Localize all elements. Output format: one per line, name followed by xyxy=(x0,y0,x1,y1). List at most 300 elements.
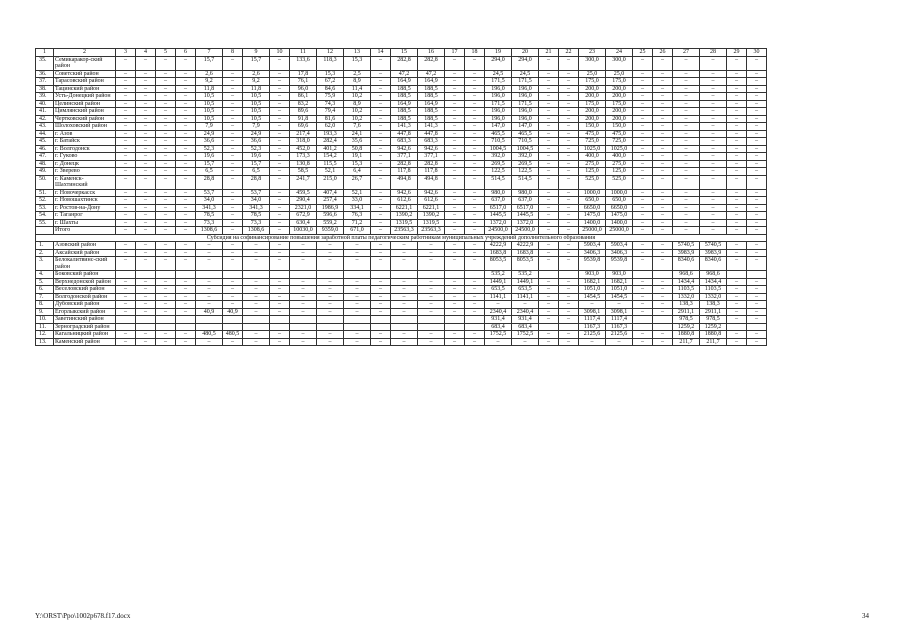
value-cell: – xyxy=(136,145,156,153)
value-cell: – xyxy=(559,78,579,86)
value-cell: 79,4 xyxy=(317,108,344,116)
value-cell: – xyxy=(445,123,465,131)
value-cell: – xyxy=(136,219,156,227)
value-cell: 6,5 xyxy=(243,168,270,176)
value-cell: 10,5 xyxy=(243,93,270,101)
value-cell: – xyxy=(653,197,673,205)
table-row xyxy=(36,308,767,316)
value-cell: – xyxy=(116,308,136,316)
table-row xyxy=(36,286,767,294)
territory-name-cell: Целинский район xyxy=(54,100,116,108)
value-cell: – xyxy=(559,278,579,286)
territory-name-cell: Каменский район xyxy=(54,338,116,346)
value-cell: – xyxy=(223,70,243,78)
value-cell: 241,7 xyxy=(290,175,317,189)
value-cell: – xyxy=(700,212,727,220)
value-cell xyxy=(391,323,418,331)
value-cell: – xyxy=(653,331,673,339)
value-cell: – xyxy=(465,78,485,86)
value-cell: – xyxy=(116,138,136,146)
value-cell xyxy=(270,323,290,331)
value-cell: – xyxy=(633,257,653,271)
value-cell: – xyxy=(747,316,767,324)
value-cell: – xyxy=(176,108,196,116)
value-cell: 1449,1 xyxy=(485,278,512,286)
value-cell: – xyxy=(747,70,767,78)
value-cell: – xyxy=(559,219,579,227)
table-row xyxy=(36,257,767,271)
value-cell: – xyxy=(391,308,418,316)
table-row xyxy=(36,323,767,331)
value-cell: 10,5 xyxy=(196,93,223,101)
value-cell: – xyxy=(223,242,243,250)
value-cell: – xyxy=(559,331,579,339)
value-cell: – xyxy=(727,175,747,189)
table-row xyxy=(36,93,767,101)
value-cell: – xyxy=(559,301,579,309)
value-cell xyxy=(290,316,317,324)
value-cell: – xyxy=(727,145,747,153)
value-cell: – xyxy=(465,100,485,108)
value-cell: – xyxy=(539,70,559,78)
value-cell xyxy=(196,323,223,331)
value-cell: – xyxy=(539,257,559,271)
value-cell: – xyxy=(465,85,485,93)
value-cell: – xyxy=(727,249,747,257)
value-cell: – xyxy=(136,70,156,78)
value-cell: – xyxy=(633,100,653,108)
value-cell: – xyxy=(700,78,727,86)
value-cell: 612,6 xyxy=(391,197,418,205)
value-cell: – xyxy=(559,153,579,161)
value-cell: 10,5 xyxy=(243,115,270,123)
territory-name-cell: Тарасовский район xyxy=(54,78,116,86)
table-row xyxy=(36,168,767,176)
value-cell xyxy=(747,323,767,331)
value-cell: 1117,4 xyxy=(606,316,633,324)
value-cell: – xyxy=(653,301,673,309)
value-cell: – xyxy=(116,78,136,86)
value-cell: – xyxy=(176,85,196,93)
value-cell: 612,6 xyxy=(418,197,445,205)
value-cell: – xyxy=(156,331,176,339)
value-cell: 86,1 xyxy=(290,93,317,101)
value-cell: – xyxy=(673,78,700,86)
value-cell: – xyxy=(673,160,700,168)
value-cell: – xyxy=(116,293,136,301)
value-cell: – xyxy=(156,175,176,189)
value-cell: 6,4 xyxy=(344,168,371,176)
value-cell: 52,3 xyxy=(196,145,223,153)
column-number-cell: 1 xyxy=(36,49,54,57)
value-cell: 1025,0 xyxy=(579,145,606,153)
value-cell: – xyxy=(727,123,747,131)
value-cell: 1319,5 xyxy=(391,219,418,227)
value-cell: 5903,4 xyxy=(579,242,606,250)
value-cell: – xyxy=(673,204,700,212)
value-cell: – xyxy=(243,278,270,286)
value-cell: – xyxy=(673,108,700,116)
value-cell: – xyxy=(116,278,136,286)
value-cell: – xyxy=(156,227,176,235)
value-cell: – xyxy=(747,123,767,131)
column-number-cell: 21 xyxy=(539,49,559,57)
value-cell: 1449,1 xyxy=(512,278,539,286)
value-cell: – xyxy=(727,153,747,161)
table-row xyxy=(36,130,767,138)
value-cell: – xyxy=(465,286,485,294)
value-cell: 318,0 xyxy=(290,138,317,146)
value-cell: – xyxy=(344,257,371,271)
value-cell: – xyxy=(747,257,767,271)
value-cell xyxy=(136,316,156,324)
territory-name-cell: г. Донецк xyxy=(54,160,116,168)
value-cell: – xyxy=(539,278,559,286)
value-cell: 76,1 xyxy=(290,78,317,86)
value-cell: – xyxy=(653,338,673,346)
value-cell: – xyxy=(371,160,391,168)
value-cell: 62,0 xyxy=(317,123,344,131)
value-cell: – xyxy=(156,197,176,205)
value-cell: – xyxy=(700,130,727,138)
value-cell: 211,7 xyxy=(673,338,700,346)
value-cell: – xyxy=(418,301,445,309)
value-cell: 125,0 xyxy=(579,168,606,176)
value-cell: – xyxy=(156,204,176,212)
value-cell: – xyxy=(700,93,727,101)
value-cell: 10,5 xyxy=(196,100,223,108)
value-cell: – xyxy=(136,130,156,138)
value-cell: – xyxy=(371,197,391,205)
value-cell: – xyxy=(445,85,465,93)
column-number-cell: 12 xyxy=(317,49,344,57)
value-cell: – xyxy=(270,56,290,70)
value-cell xyxy=(391,316,418,324)
value-cell: – xyxy=(136,278,156,286)
row-number-cell: 8. xyxy=(36,301,54,309)
value-cell: 10,2 xyxy=(344,115,371,123)
value-cell: – xyxy=(465,249,485,257)
column-number-cell: 22 xyxy=(559,49,579,57)
value-cell: 36,6 xyxy=(196,138,223,146)
value-cell: – xyxy=(747,168,767,176)
value-cell: – xyxy=(270,160,290,168)
value-cell: – xyxy=(747,130,767,138)
value-cell: 11,4 xyxy=(344,85,371,93)
value-cell: 1475,0 xyxy=(579,212,606,220)
value-cell: – xyxy=(747,115,767,123)
value-cell: – xyxy=(673,175,700,189)
value-cell: – xyxy=(371,212,391,220)
value-cell xyxy=(136,271,156,279)
value-cell: – xyxy=(317,286,344,294)
value-cell: 53,7 xyxy=(196,189,223,197)
value-cell: – xyxy=(243,242,270,250)
value-cell: 4222,9 xyxy=(485,242,512,250)
value-cell: – xyxy=(176,301,196,309)
territory-name-cell: Аксайский район xyxy=(54,249,116,257)
value-cell: – xyxy=(223,204,243,212)
value-cell: – xyxy=(465,130,485,138)
value-cell: – xyxy=(465,227,485,235)
page-number: 34 xyxy=(862,612,869,620)
value-cell: – xyxy=(465,153,485,161)
value-cell xyxy=(418,316,445,324)
value-cell: – xyxy=(633,108,653,116)
value-cell: – xyxy=(223,338,243,346)
value-cell: 17,8 xyxy=(290,70,317,78)
value-cell: – xyxy=(176,56,196,70)
value-cell: – xyxy=(156,160,176,168)
value-cell: 24500,0 xyxy=(485,227,512,235)
value-cell: – xyxy=(371,242,391,250)
value-cell: – xyxy=(633,219,653,227)
row-number-cell: 7. xyxy=(36,293,54,301)
value-cell: – xyxy=(539,93,559,101)
table-row xyxy=(36,123,767,131)
value-cell: – xyxy=(418,257,445,271)
value-cell: – xyxy=(653,145,673,153)
territory-name-cell: Зерноградский район xyxy=(54,323,116,331)
value-cell: 10,2 xyxy=(344,108,371,116)
value-cell: – xyxy=(418,338,445,346)
row-number-cell: 35. xyxy=(36,56,54,70)
value-cell: 200,0 xyxy=(606,85,633,93)
value-cell: – xyxy=(243,331,270,339)
value-cell xyxy=(559,323,579,331)
row-number-cell: 2. xyxy=(36,249,54,257)
value-cell: – xyxy=(653,78,673,86)
table-row xyxy=(36,301,767,309)
value-cell xyxy=(176,323,196,331)
value-cell: – xyxy=(465,308,485,316)
value-cell xyxy=(317,323,344,331)
value-cell: – xyxy=(176,227,196,235)
value-cell: 1683,8 xyxy=(485,249,512,257)
value-cell: – xyxy=(270,115,290,123)
value-cell: – xyxy=(270,286,290,294)
value-cell: – xyxy=(156,189,176,197)
value-cell: 154,2 xyxy=(317,153,344,161)
value-cell: – xyxy=(539,85,559,93)
value-cell: – xyxy=(559,286,579,294)
value-cell: – xyxy=(633,123,653,131)
value-cell: 968,6 xyxy=(673,271,700,279)
value-cell: 1000,0 xyxy=(606,189,633,197)
value-cell: – xyxy=(270,278,290,286)
column-number-cell: 18 xyxy=(465,49,485,57)
value-cell: 465,5 xyxy=(485,130,512,138)
value-cell: – xyxy=(653,189,673,197)
value-cell xyxy=(633,323,653,331)
value-cell: – xyxy=(539,308,559,316)
territory-name-cell: Советский район xyxy=(54,70,116,78)
value-cell: 164,9 xyxy=(418,78,445,86)
value-cell: – xyxy=(156,168,176,176)
territory-name-cell: г. Новошахтинск xyxy=(54,197,116,205)
value-cell: – xyxy=(559,130,579,138)
value-cell: 1434,4 xyxy=(700,278,727,286)
value-cell: – xyxy=(445,138,465,146)
column-number-cell: 15 xyxy=(391,49,418,57)
value-cell: 25000,0 xyxy=(579,227,606,235)
value-cell: – xyxy=(445,293,465,301)
value-cell: 23563,3 xyxy=(391,227,418,235)
value-cell: – xyxy=(445,338,465,346)
value-cell: – xyxy=(465,160,485,168)
value-cell: 141,3 xyxy=(418,123,445,131)
table-row xyxy=(36,138,767,146)
value-cell: 75,9 xyxy=(317,93,344,101)
value-cell: – xyxy=(223,123,243,131)
column-number-cell: 19 xyxy=(485,49,512,57)
value-cell: 535,2 xyxy=(485,271,512,279)
row-number-cell: 9. xyxy=(36,308,54,316)
value-cell: – xyxy=(116,204,136,212)
value-cell: – xyxy=(391,301,418,309)
value-cell: – xyxy=(465,93,485,101)
value-cell: – xyxy=(116,100,136,108)
value-cell: – xyxy=(156,123,176,131)
value-cell: – xyxy=(136,249,156,257)
value-cell: 980,0 xyxy=(512,189,539,197)
table-row xyxy=(36,271,767,279)
value-cell: 33,0 xyxy=(344,197,371,205)
value-cell: – xyxy=(700,153,727,161)
value-cell: – xyxy=(445,219,465,227)
value-cell: 15,3 xyxy=(344,56,371,70)
value-cell: – xyxy=(371,204,391,212)
value-cell: 15,7 xyxy=(196,160,223,168)
value-cell: – xyxy=(344,308,371,316)
value-cell: – xyxy=(700,197,727,205)
value-cell: 980,0 xyxy=(485,189,512,197)
value-cell: – xyxy=(653,85,673,93)
value-cell: – xyxy=(156,219,176,227)
value-cell: – xyxy=(136,286,156,294)
value-cell: – xyxy=(371,338,391,346)
value-cell: – xyxy=(653,227,673,235)
value-cell: – xyxy=(445,100,465,108)
value-cell: 2125,6 xyxy=(606,331,633,339)
value-cell: – xyxy=(136,204,156,212)
value-cell: 171,5 xyxy=(512,78,539,86)
value-cell: – xyxy=(223,301,243,309)
value-cell: – xyxy=(156,338,176,346)
value-cell: 2340,4 xyxy=(512,308,539,316)
value-cell: 8340,6 xyxy=(673,257,700,271)
value-cell: – xyxy=(727,100,747,108)
value-cell: – xyxy=(559,56,579,70)
value-cell: 1390,2 xyxy=(418,212,445,220)
territory-name-cell: г. Волгодонск xyxy=(54,145,116,153)
value-cell: 282,8 xyxy=(391,160,418,168)
value-cell: – xyxy=(371,115,391,123)
value-cell: – xyxy=(539,316,559,324)
value-cell: – xyxy=(539,168,559,176)
value-cell: – xyxy=(290,308,317,316)
value-cell: – xyxy=(727,257,747,271)
value-cell: – xyxy=(700,108,727,116)
value-cell: – xyxy=(176,138,196,146)
value-cell: – xyxy=(243,301,270,309)
value-cell: 24,9 xyxy=(196,130,223,138)
value-cell: – xyxy=(371,100,391,108)
value-cell: – xyxy=(445,331,465,339)
value-cell: 1372,0 xyxy=(512,219,539,227)
value-cell: 401,2 xyxy=(317,145,344,153)
value-cell: – xyxy=(176,153,196,161)
value-cell: – xyxy=(559,168,579,176)
value-cell: 19,6 xyxy=(196,153,223,161)
territory-name-cell: г. Таганрог xyxy=(54,212,116,220)
territory-name-cell: Тацинский район xyxy=(54,85,116,93)
row-number-cell: 47. xyxy=(36,153,54,161)
value-cell: 67,2 xyxy=(317,78,344,86)
value-cell xyxy=(116,316,136,324)
value-cell: 200,0 xyxy=(579,115,606,123)
value-cell: – xyxy=(445,227,465,235)
value-cell: 6221,1 xyxy=(418,204,445,212)
value-cell: – xyxy=(116,212,136,220)
value-cell: – xyxy=(317,301,344,309)
value-cell: 25000,0 xyxy=(606,227,633,235)
value-cell: – xyxy=(270,145,290,153)
value-cell: – xyxy=(136,153,156,161)
value-cell: – xyxy=(559,85,579,93)
value-cell xyxy=(243,271,270,279)
value-cell: – xyxy=(633,293,653,301)
value-cell: 1308,6 xyxy=(243,227,270,235)
value-cell: – xyxy=(445,257,465,271)
value-cell: – xyxy=(223,175,243,189)
value-cell: 6221,1 xyxy=(391,204,418,212)
value-cell: – xyxy=(673,145,700,153)
value-cell: – xyxy=(116,331,136,339)
value-cell: 300,0 xyxy=(606,56,633,70)
value-cell: – xyxy=(465,293,485,301)
value-cell: 76,3 xyxy=(344,212,371,220)
value-cell: 117,8 xyxy=(391,168,418,176)
value-cell: – xyxy=(136,175,156,189)
value-cell: – xyxy=(196,242,223,250)
table-row xyxy=(36,78,767,86)
value-cell: – xyxy=(391,286,418,294)
value-cell: – xyxy=(700,227,727,235)
value-cell: – xyxy=(136,189,156,197)
value-cell: – xyxy=(223,227,243,235)
table-row xyxy=(36,153,767,161)
value-cell: – xyxy=(418,249,445,257)
value-cell: – xyxy=(270,70,290,78)
value-cell: 2911,1 xyxy=(700,308,727,316)
value-cell: – xyxy=(445,242,465,250)
column-number-cell: 29 xyxy=(727,49,747,57)
value-cell: – xyxy=(485,338,512,346)
value-cell: 3983,9 xyxy=(700,249,727,257)
value-cell: – xyxy=(371,293,391,301)
value-cell: – xyxy=(445,160,465,168)
value-cell: – xyxy=(653,249,673,257)
value-cell: 683,4 xyxy=(485,323,512,331)
value-cell: – xyxy=(700,100,727,108)
value-cell: 196,0 xyxy=(512,115,539,123)
value-cell: 196,0 xyxy=(485,115,512,123)
value-cell: – xyxy=(700,145,727,153)
value-cell: – xyxy=(176,331,196,339)
value-cell: 15,7 xyxy=(243,160,270,168)
value-cell: 480,5 xyxy=(196,331,223,339)
